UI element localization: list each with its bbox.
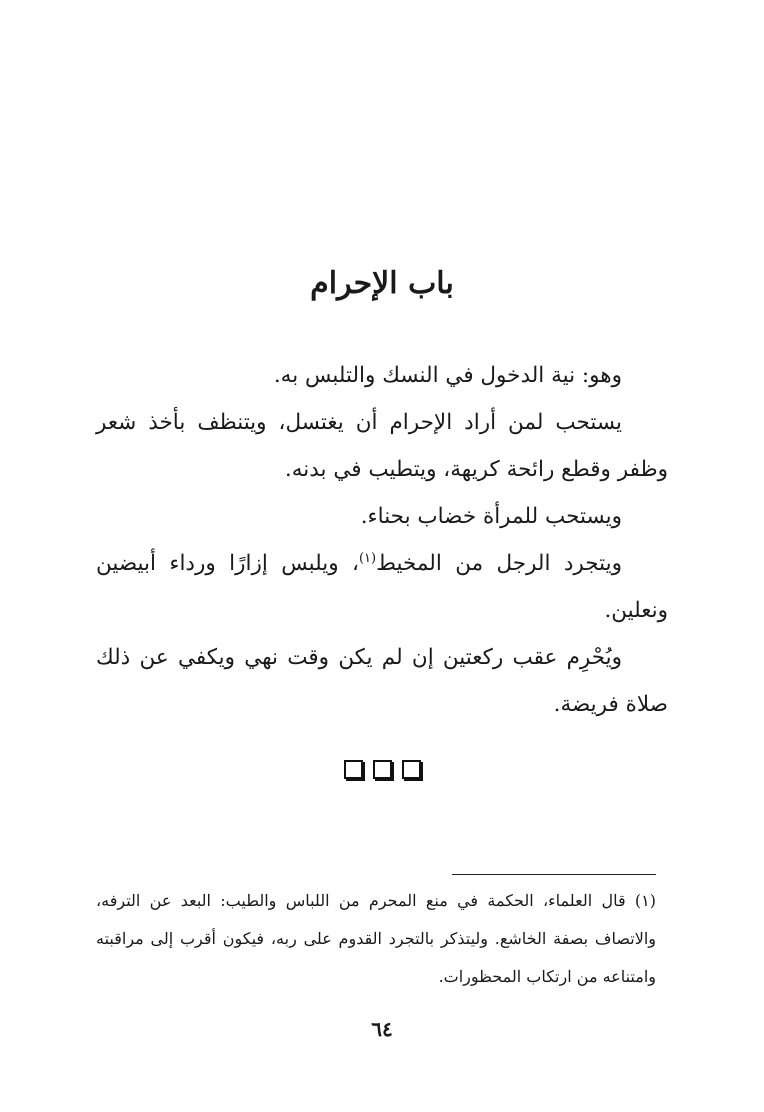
square-ornament-icon <box>344 760 363 779</box>
body-text <box>96 352 668 728</box>
square-ornament-icon <box>373 760 392 779</box>
footnote-divider <box>452 874 656 875</box>
footnote-text: (١) قال العلماء، الحكمة في منع المحرم من اللباس والطيب: البعد عن الترفه، والاتصاف بصفة الخاشع. وليتذكر بالتجرد القدوم على ربه، فيكون أقرب إلى مراقبته وامتناعه من ارتكاب المحظورات. <box>96 891 656 986</box>
paragraph-ghusl: يستحب لمن أراد الإحرام أن يغتسل، ويتنظف بأخذ شعر وظفر وقطع رائحة كريهة، ويتطيب في بدنه. <box>96 410 668 482</box>
chapter-title: باب الإحرام <box>310 266 454 301</box>
page-number: ٦٤ <box>371 1017 393 1041</box>
paragraph-clothing-start: ويتجرد الرجل من المخيط <box>376 551 622 576</box>
footnote <box>96 882 656 996</box>
paragraph-definition: وهو: نية الدخول في النسك والتلبس به. <box>273 363 622 388</box>
square-ornament-icon <box>402 760 421 779</box>
paragraph-clothing <box>96 540 668 634</box>
paragraph-prayer: ويُحْرِم عقب ركعتين إن لم يكن وقت نهي ويكفي عن ذلك صلاة فريضة. <box>96 645 668 717</box>
paragraph-henna: ويستحب للمرأة خضاب بحناء. <box>360 504 622 529</box>
section-separator <box>0 760 764 779</box>
footnote-marker[interactable]: (١) <box>358 550 377 566</box>
paragraph-clothing-end: ، ويلبس إزارًا ورداء أبيضين ونعلين. <box>96 551 668 623</box>
